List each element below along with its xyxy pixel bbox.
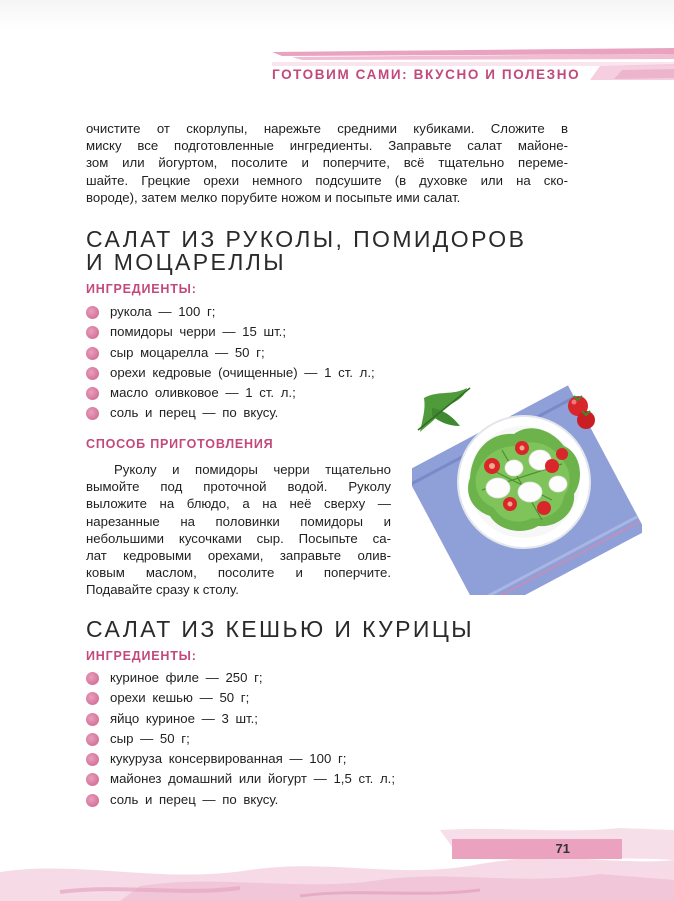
intro-line: вороде), затем мелко порубите ножом и посыпьте ими салат.	[86, 189, 461, 205]
recipe-title-line: САЛАТ ИЗ РУКОЛЫ, ПОМИДОРОВ	[86, 226, 527, 252]
method-text	[86, 461, 391, 599]
list-item: куриное филе — 250 г;	[86, 668, 395, 688]
bullet-dot-icon	[86, 713, 99, 726]
list-item: майонез домашний или йогурт — 1,5 ст. л.;	[86, 769, 395, 789]
method-line: ковым маслом, посолите и поперчите.	[86, 565, 391, 581]
bullet-dot-icon	[86, 306, 99, 319]
bullet-dot-icon	[86, 367, 99, 380]
bullet-dot-icon	[86, 347, 99, 360]
bullet-dot-icon	[86, 326, 99, 339]
intro-line: шайте. Грецкие орехи немного подсушите (в духовке или на ско-	[86, 172, 568, 188]
intro-line: очистите от скорлупы, нарежьте средними кубиками. Сложите в	[86, 121, 568, 136]
method-line: нарезанные на половинки помидоры и	[86, 513, 391, 529]
list-item: соль и перец — по вкусу.	[86, 403, 375, 423]
page-top-shade	[0, 0, 674, 30]
list-item: рукола — 100 г;	[86, 302, 375, 322]
method-line: вымойте под проточной водой. Руколу	[86, 479, 391, 495]
running-header-title: ГОТОВИМ САМИ: ВКУСНО И ПОЛЕЗНО	[272, 67, 581, 82]
bullet-dot-icon	[86, 733, 99, 746]
method-line: выложите на блюдо, а на неё сверху —	[86, 496, 391, 512]
list-item: помидоры черри — 15 шт.;	[86, 322, 375, 342]
method-line: небольшими кусочками сыр. Посыпьте са-	[86, 530, 391, 546]
list-item: сыр моцарелла — 50 г;	[86, 343, 375, 363]
list-item: сыр — 50 г;	[86, 729, 395, 749]
page-number: 71	[555, 841, 570, 856]
ingredients-list	[86, 668, 395, 810]
list-item: орехи кешью — 50 г;	[86, 688, 395, 708]
ingredients-label: ИНГРЕДИЕНТЫ:	[86, 649, 197, 663]
list-item: кукуруза консервированная — 100 г;	[86, 749, 395, 769]
bullet-dot-icon	[86, 387, 99, 400]
method-line: Руколу и помидоры черри тщательно	[114, 462, 391, 477]
list-item: масло оливковое — 1 ст. л.;	[86, 383, 375, 403]
arugula-leaf-icon	[418, 388, 470, 432]
method-label: СПОСОБ ПРИГОТОВЛЕНИЯ	[86, 437, 274, 451]
recipe-title: САЛАТ ИЗ КЕШЬЮ И КУРИЦЫ	[86, 616, 475, 642]
ingredients-label: ИНГРЕДИЕНТЫ:	[86, 282, 197, 296]
list-item: яйцо куриное — 3 шт.;	[86, 709, 395, 729]
intro-line: миску все подготовленные ингредиенты. Заправьте салат майоне-	[86, 138, 568, 154]
method-line: Подавайте сразу к столу.	[86, 582, 239, 598]
method-line: лат кедровыми орехами, заправьте олив-	[86, 547, 391, 563]
bullet-dot-icon	[86, 773, 99, 786]
bullet-dot-icon	[86, 672, 99, 685]
bullet-dot-icon	[86, 407, 99, 420]
list-item: соль и перец — по вкусу.	[86, 790, 395, 810]
recipe-title-line: И МОЦАРЕЛЛЫ	[86, 249, 286, 275]
ingredients-list	[86, 302, 375, 424]
list-item: орехи кедровые (очищенные) — 1 ст. л.;	[86, 363, 375, 383]
bullet-dot-icon	[86, 692, 99, 705]
salad-plate-illustration	[412, 380, 642, 595]
bullet-dot-icon	[86, 753, 99, 766]
intro-line: зом или йогуртом, посолите и поперчите, всё тщательно переме-	[86, 155, 568, 171]
